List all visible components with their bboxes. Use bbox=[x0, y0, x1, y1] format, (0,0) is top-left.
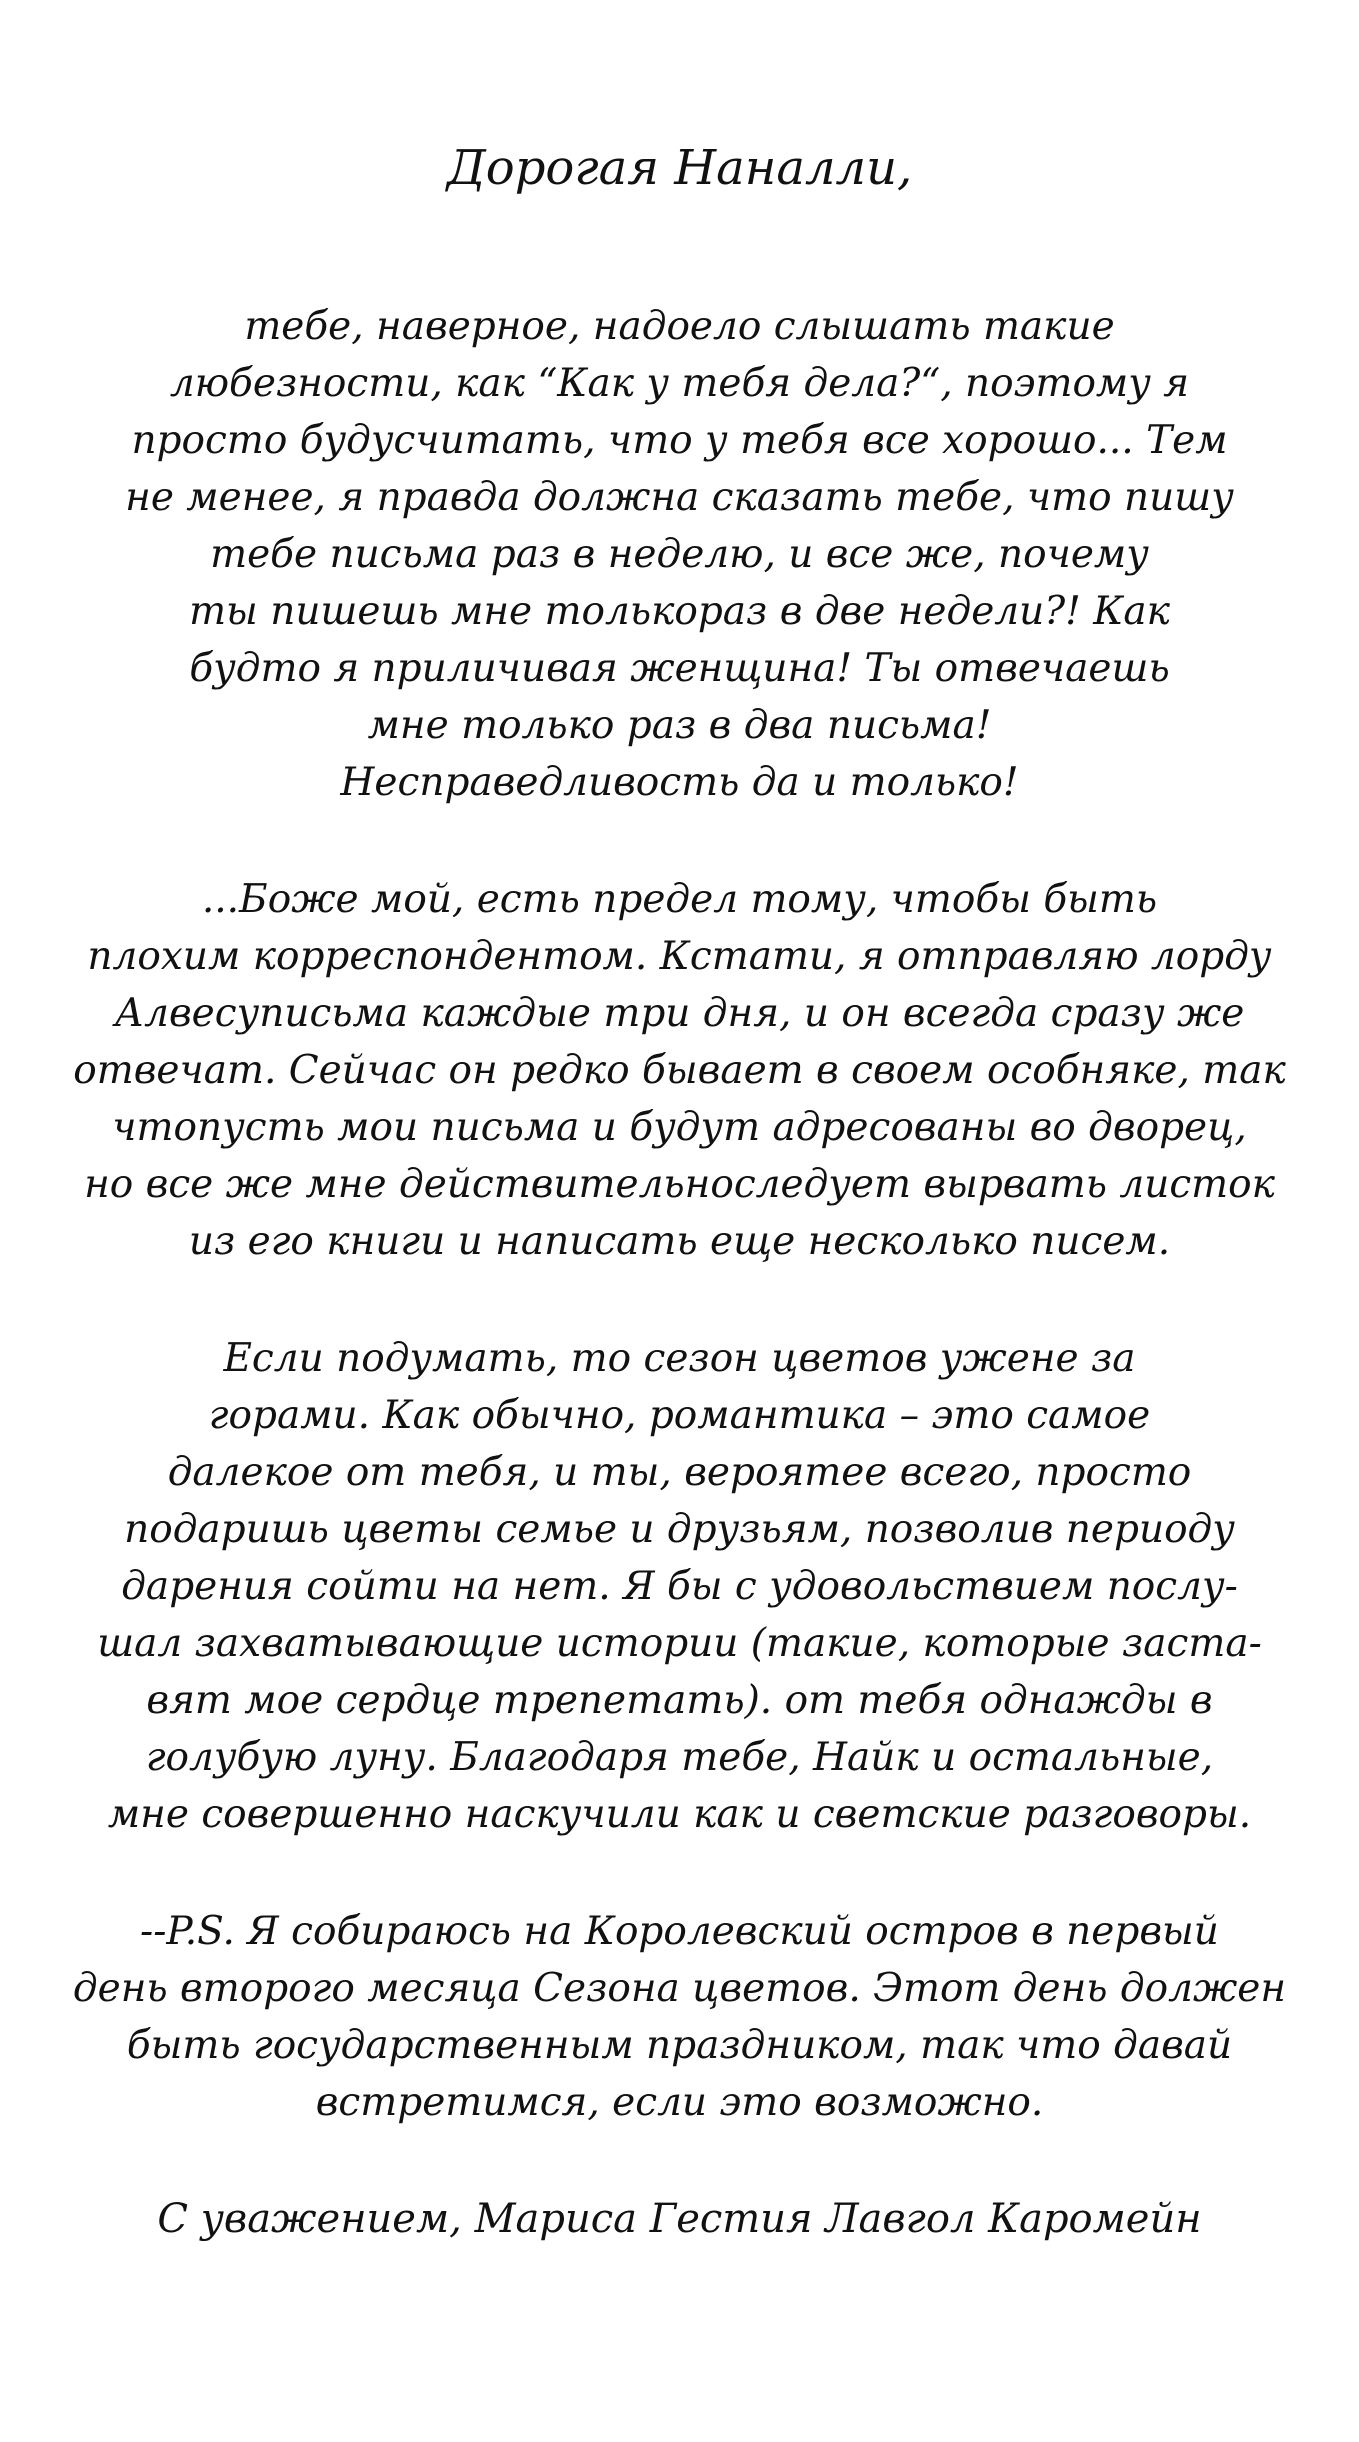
letter-line: далекое от тебя, и ты, вероятее всего, просто bbox=[167, 1450, 1192, 1495]
letter-line: быть государственным праздником, так что давай bbox=[126, 2023, 1233, 2068]
letter-line: ...Боже мой, есть предел тому, чтобы быть bbox=[201, 877, 1158, 922]
letter-line: мне совершенно наскучили как и светские разговоры. bbox=[107, 1792, 1252, 1837]
letter-line: голубую луну. Благодаря тебе, Найк и остальные, bbox=[145, 1735, 1214, 1780]
letter-line: но все же мне действительноследует вырвать листок bbox=[84, 1162, 1275, 1207]
letter-line: шал захватывающие истории (такие, которые заста- bbox=[97, 1621, 1262, 1666]
letter-line: Если подумать, то сезон цветов ужене за bbox=[223, 1336, 1136, 1381]
letter-line: вят мое сердце трепетать). от тебя однажды в bbox=[146, 1678, 1213, 1723]
letter-line: плохим корреспондентом. Кстати, я отправляю лорду bbox=[87, 934, 1272, 979]
letter-paragraph-ps bbox=[40, 1903, 1319, 2131]
letter-line: тебе письма раз в неделю, и все же, почему bbox=[210, 532, 1149, 577]
letter-line: тебе, наверное, надоело слышать такие bbox=[244, 304, 1115, 349]
letter-line: любезности, как “Как у тебя дела?“, поэтому я bbox=[169, 361, 1190, 406]
letter-line: из его книги и написать еще несколько писем. bbox=[188, 1219, 1171, 1264]
letter-line: --P.S. Я собираюсь на Королевский остров в первый bbox=[140, 1909, 1219, 1954]
letter-line: встретимся, если это возможно. bbox=[315, 2080, 1044, 2125]
letter-salutation: Дорогая Наналли, bbox=[446, 140, 913, 196]
letter-paragraph-3 bbox=[40, 1330, 1319, 1843]
letter-line: просто будусчитать, что у тебя все хорошо... Тем bbox=[131, 418, 1228, 463]
letter-line: не менее, я правда должна сказать тебе, что пишу bbox=[125, 475, 1234, 520]
letter-line: будто я приличивая женщина! Ты отвечаешь bbox=[189, 646, 1170, 691]
letter-line: мне только раз в два письма! bbox=[367, 703, 992, 748]
letter-line: горами. Как обычно, романтика – это самое bbox=[208, 1393, 1151, 1438]
letter-line: Алвесуписьма каждые три дня, и он всегда сразу же bbox=[114, 991, 1245, 1036]
letter-line: Несправедливость да и только! bbox=[340, 760, 1019, 805]
letter-paragraph-1 bbox=[40, 298, 1319, 811]
letter-line: день второго месяца Сезона цветов. Этот день должен bbox=[72, 1966, 1287, 2011]
letter-paragraph-2 bbox=[40, 871, 1319, 1270]
letter-line: подаришь цветы семье и друзьям, позволив периоду bbox=[124, 1507, 1235, 1552]
letter-line: чтопусть мои письма и будут адресованы во дворец, bbox=[112, 1105, 1247, 1150]
letter-line: отвечат. Сейчас он редко бывает в своем особняке, так bbox=[73, 1048, 1286, 1093]
letter-line: дарения сойти на нет. Я бы с удовольствием послу- bbox=[121, 1564, 1238, 1609]
letter-line: ты пишешь мне толькораз в две недели?! Как bbox=[189, 589, 1170, 634]
letter-signature: С уважением, Мариса Гестия Лавгол Каромейн bbox=[157, 2196, 1202, 2242]
